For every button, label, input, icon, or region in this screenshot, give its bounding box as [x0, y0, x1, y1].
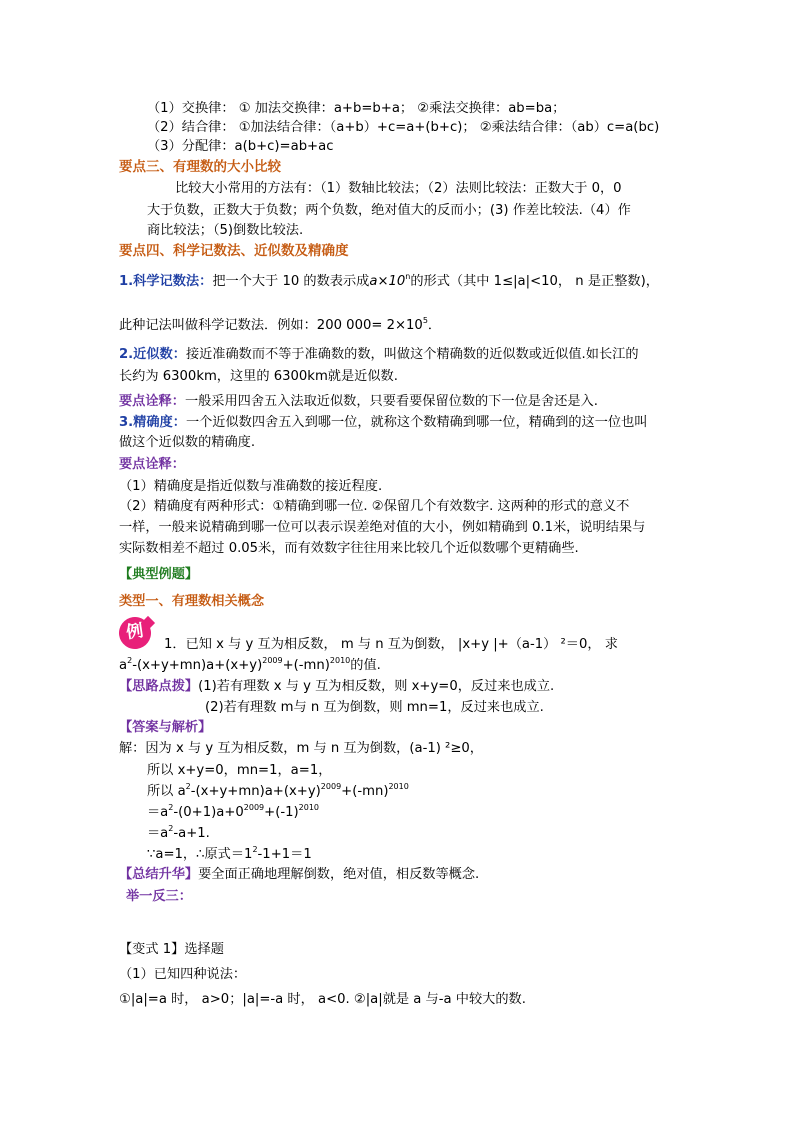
- s3-mn: +(-mn): [341, 784, 389, 799]
- s4-sup-2009: 2009: [243, 803, 265, 812]
- s3-sup: 2: [185, 782, 191, 791]
- compare-text-2: 大于负数，正数大于负数；两个负数，绝对值大的反而小；(3) 作差比较法.（4）作: [147, 203, 631, 218]
- solution-line-1: 解：因为 x 与 y 互为相反数，m 与 n 互为倒数，(a-1) ²≥0，: [119, 741, 483, 756]
- s4-sup: 2: [168, 803, 174, 812]
- scientific-example-text: 此种记法叫做科学记数法．例如：200 000= 2×10: [119, 318, 423, 333]
- s5-expr: -a+1.: [173, 826, 210, 841]
- s3-expr: -(x+y+mn)a+(x+y): [190, 784, 321, 799]
- solution-line-6: [147, 846, 312, 864]
- extend-label: 举一反三：: [126, 889, 192, 904]
- variant-question: （1）已知四种说法：: [119, 967, 247, 982]
- precision-line-1: [119, 414, 648, 432]
- s6-sup: 2: [252, 845, 258, 854]
- s4-expr: -(0+1)a+0: [173, 805, 244, 820]
- answer-label: 【答案与解析】: [119, 720, 212, 735]
- approx-text: 接近准确数而不等于准确数的数，叫做这个精确数的近似数或近似值.如长江的: [185, 347, 639, 362]
- solution-line-5: [147, 825, 210, 843]
- summary-text: 要全面正确地理解倒数，绝对值，相反数等概念.: [198, 867, 480, 882]
- q-sup-2009: 2009: [262, 656, 283, 665]
- s5-sup: 2: [168, 824, 174, 833]
- q-mn: +(-mn): [282, 658, 330, 673]
- commutative-law: （1）交换律： ① 加法交换律：a+b=b+a； ②乘法交换律：ab=ba；: [147, 101, 566, 116]
- scientific-formula: a×10: [369, 274, 406, 289]
- q-end: 的值.: [350, 658, 381, 673]
- q-a: a: [119, 658, 128, 673]
- s4-neg1: +(-1): [264, 805, 299, 820]
- hint-text-1: (1)若有理数 x 与 y 互为相反数，则 x+y=0，反过来也成立.: [198, 679, 555, 694]
- scientific-example-end: ．: [427, 318, 442, 333]
- section-title-scientific: 要点四、科学记数法、近似数及精确度: [119, 243, 349, 259]
- variant-item: ①|a|=a 时， a>0；|a|=-a 时， a<0. ②|a|就是 a 与-a 中较大的数.: [119, 992, 526, 1007]
- s4-sup-2010: 2010: [298, 803, 319, 812]
- precision-label: 3.精确度：: [119, 415, 186, 430]
- hint-line-1: [119, 678, 554, 696]
- approx-label: 2.近似数：: [119, 347, 186, 362]
- precision-text: 一个近似数四舍五入到哪一位，就称这个数精确到哪一位，精确到的这一位也叫: [185, 415, 648, 430]
- solution-line-2: 所以 x+y=0，mn=1，a=1，: [147, 763, 332, 778]
- scientific-example: [119, 317, 441, 335]
- note-label: 要点诠释：: [119, 394, 185, 409]
- s3-sup-2009: 2009: [320, 782, 342, 791]
- distributive-law: （3）分配律：a(b+c)=ab+ac: [147, 139, 334, 154]
- approx-line-2: 长约为 6300km，这里的 6300km就是近似数.: [119, 369, 398, 384]
- s3-sup-2010: 2010: [388, 782, 409, 791]
- question-line-2: [119, 657, 381, 675]
- type1-heading: 类型一、有理数相关概念: [119, 594, 265, 609]
- precision-line-2: 做这个近似数的精确度.: [119, 435, 256, 450]
- solution-line-4: [147, 804, 319, 822]
- scientific-condition: 的形式（其中 1≤|a|<10， n 是正整数)，: [410, 274, 659, 289]
- q-sup-2: 2: [127, 656, 133, 665]
- associative-law: （2）结合律： ①加法结合律：（a+b）+c=a+(b+c)； ②乘法结合律：（ab）c=a(bc): [147, 120, 660, 135]
- note-text: 一般采用四舍五入法取近似数，只要看要保留位数的下一位是舍还是入.: [184, 394, 598, 409]
- q-sup-2010: 2010: [329, 656, 351, 665]
- summary-line: [119, 866, 479, 884]
- scientific-exponent: n: [405, 272, 411, 281]
- s6-end: -1+1＝1: [257, 847, 312, 862]
- note-item-2-cont: 一样，一般来说精确到哪一位可以表示误差绝对值的大小，例如精确到 0.1米，说明结果与: [119, 520, 646, 535]
- scientific-text: 把一个大于 10 的数表示成: [212, 274, 370, 289]
- compare-text-1: 比较大小常用的方法有：（1）数轴比较法；（2）法则比较法：正数大于 0，0: [175, 181, 622, 196]
- scientific-label: 1.科学记数法：: [119, 274, 213, 289]
- example-badge-icon: 例: [117, 615, 153, 651]
- note-item-2: （2）精确度有两种形式：①精确到哪一位. ②保留几个有效数字. 这两种的形式的意义不: [119, 499, 630, 514]
- solution-line-3: [147, 783, 409, 801]
- compare-text-3: 商比较法；（5)倒数比较法.: [147, 223, 304, 238]
- s5-a: ＝a: [147, 826, 169, 841]
- hint-label: 【思路点拨】: [119, 679, 199, 694]
- typical-examples-heading: 【典型例题】: [119, 567, 199, 582]
- summary-label: 【总结升华】: [119, 867, 199, 882]
- note-item-2-end: 实际数相差不超过 0.05米，而有效数字往往用来比较几个近似数哪个更精确些.: [119, 541, 579, 556]
- hint-line-2: (2)若有理数 m与 n 互为倒数，则 mn=1，反过来也成立.: [205, 700, 544, 715]
- section-title-compare: 要点三、有理数的大小比较: [119, 159, 281, 175]
- variant-label: 【变式 1】选择题: [119, 942, 224, 957]
- approx-line-1: [119, 346, 639, 364]
- s4-a: ＝a: [147, 805, 169, 820]
- scientific-notation-line: [119, 273, 659, 291]
- note-line-1: [119, 393, 598, 411]
- s6-a: ∵a=1，∴原式＝1: [147, 847, 253, 862]
- question-line-1: 1．已知 x 与 y 互为相反数， m 与 n 互为倒数， |x+y |+（a-1） ²＝0， 求: [164, 637, 618, 652]
- note-item-1: （1）精确度是指近似数与准确数的接近程度.: [119, 479, 383, 494]
- scientific-example-exponent: 5: [422, 316, 428, 325]
- q-expr: -(x+y+mn)a+(x+y): [132, 658, 263, 673]
- note-label-2: 要点诠释：: [119, 457, 185, 472]
- s3-a: 所以 a: [147, 784, 186, 799]
